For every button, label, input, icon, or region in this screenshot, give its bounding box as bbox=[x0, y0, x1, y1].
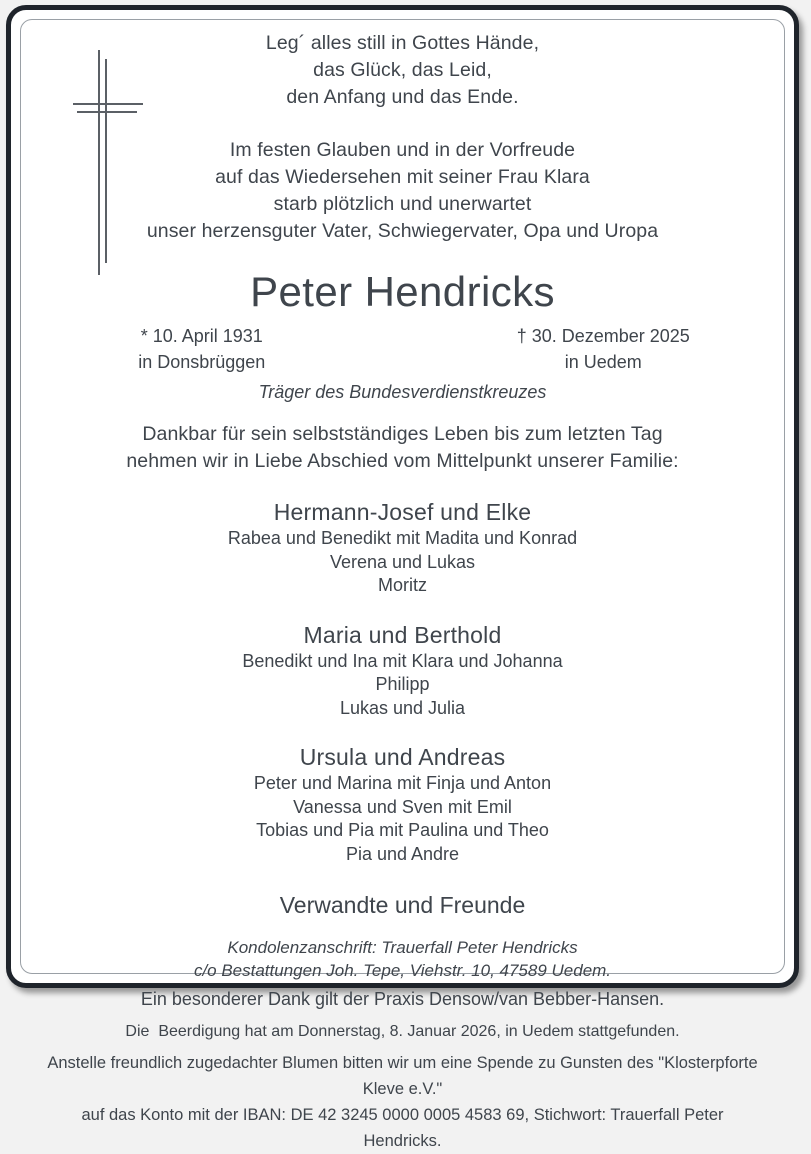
intro-line: starb plötzlich und unerwartet bbox=[273, 193, 532, 215]
family-head: Hermann-Josef und Elke bbox=[273, 499, 532, 525]
family-head: Maria und Berthold bbox=[303, 621, 502, 648]
verse-block bbox=[41, 30, 764, 111]
deceased-name: Peter Hendricks bbox=[250, 268, 555, 315]
special-thanks-line: Ein besonderer Dank gilt der Praxis Densow/van Bebber-Hansen. bbox=[140, 989, 665, 1009]
dates-row bbox=[41, 323, 764, 375]
death-date: † 30. Dezember 2025 bbox=[516, 326, 690, 346]
family-head: Ursula und Andreas bbox=[299, 744, 506, 770]
family-member: Lukas und Julia bbox=[339, 697, 466, 718]
birth-info bbox=[41, 323, 403, 375]
birth-place: in Donsbrüggen bbox=[138, 352, 266, 372]
family-member: Benedikt und Ina mit Klara und Johanna bbox=[242, 650, 563, 671]
intro-line: auf das Wiedersehen mit seiner Frau Klara bbox=[215, 166, 590, 188]
thanks-line: nehmen wir in Liebe Abschied vom Mittelpunkt unserer Familie: bbox=[126, 450, 679, 472]
intro-line: Im festen Glauben und in der Vorfreude bbox=[229, 139, 576, 161]
family-group bbox=[41, 620, 764, 721]
verse-line: den Anfang und das Ende. bbox=[286, 86, 519, 108]
death-info bbox=[403, 323, 765, 375]
family-member: Tobias und Pia mit Paulina und Theo bbox=[256, 820, 549, 840]
condolence-address-line: c/o Bestattungen Joh. Tepe, Viehstr. 10, 47589 Uedem. bbox=[193, 961, 612, 980]
family-member: Pia und Andre bbox=[345, 843, 460, 864]
family-member: Rabea und Benedikt mit Madita und Konrad bbox=[227, 528, 578, 548]
family-group bbox=[41, 497, 764, 598]
family-member: Peter und Marina mit Finja und Anton bbox=[253, 773, 552, 793]
donation-line: auf das Konto mit der IBAN: DE 42 3245 0000 0005 4583 69, Stichwort: Trauerfall Peter Hendricks. bbox=[81, 1106, 724, 1150]
death-place: in Uedem bbox=[564, 352, 642, 372]
verse-line: das Glück, das Leid, bbox=[313, 59, 492, 81]
birth-date: * 10. April 1931 bbox=[140, 326, 263, 346]
family-member: Moritz bbox=[378, 575, 427, 595]
thanks-line: Dankbar für sein selbstständiges Leben bis zum letzten Tag bbox=[142, 423, 663, 445]
condolence-address-line: Kondolenzanschrift: Trauerfall Peter Hendricks bbox=[227, 938, 578, 957]
family-member: Vanessa und Sven mit Emil bbox=[293, 796, 512, 817]
donation-block bbox=[41, 1050, 764, 1154]
obituary-content bbox=[41, 26, 764, 1154]
condolence-block bbox=[41, 936, 764, 982]
relatives-line: Verwandte und Freunde bbox=[279, 892, 526, 918]
intro-line: unser herzensguter Vater, Schwiegervater, Opa und Uropa bbox=[146, 220, 659, 242]
honor-line: Träger des Bundesverdienstkreuzes bbox=[258, 382, 547, 402]
intro-block bbox=[41, 137, 764, 245]
funeral-notice-line: Die Beerdigung hat am Donnerstag, 8. Januar 2026, in Uedem stattgefunden. bbox=[125, 1023, 680, 1040]
obituary-card bbox=[6, 5, 799, 1150]
family-member: Philipp bbox=[375, 674, 430, 694]
thanks-block bbox=[41, 421, 764, 475]
donation-line: Anstelle freundlich zugedachter Blumen bitten wir um eine Spende zu Gunsten des "Klosterpforte Kleve e.V." bbox=[47, 1054, 758, 1098]
family-group bbox=[41, 742, 764, 866]
family-member: Verena und Lukas bbox=[329, 551, 476, 572]
verse-line: Leg´ alles still in Gottes Hände, bbox=[265, 32, 540, 54]
